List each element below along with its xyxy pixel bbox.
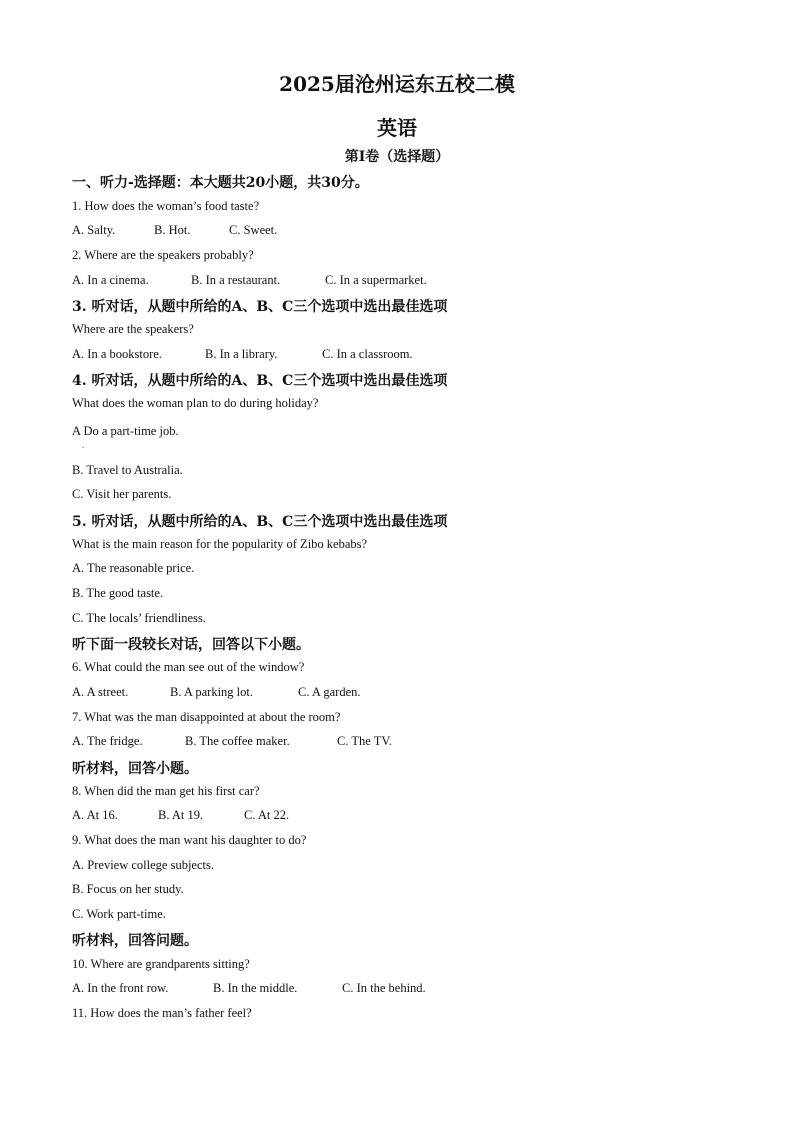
question-7-options [72,734,392,749]
option-a: A. The fridge. [72,734,143,748]
option-a: A. In the front row. [72,981,169,995]
option-a: A. At 16. [72,808,118,822]
option-c: C. In a supermarket. [325,273,427,287]
question-10: 10. Where are grandparents sitting? [72,957,250,971]
option-c: C. Work part-time. [72,907,166,921]
option-c: C. The TV. [337,734,392,748]
question-6: 6. What could the man see out of the window? [72,660,305,674]
option-c: C. Sweet. [229,223,278,237]
option-c: C. Visit her parents. [72,487,172,501]
option-c: C. In the behind. [342,981,426,995]
question-5-heading: 5. 听对话，从题中所给的A、B、C三个选项中选出最佳选项 [72,514,448,530]
option-b: B. In a restaurant. [191,273,281,287]
question-11: 11. How does the man’s father feel? [72,1006,252,1020]
question-1-options [72,223,277,238]
option-a: A. In a cinema. [72,273,149,287]
option-c: C. At 22. [244,808,290,822]
stray-mark: . [82,441,84,450]
question-2-options [72,273,427,288]
question-8-options [72,808,289,823]
question-4-heading: 4. 听对话，从题中所给的A、B、C三个选项中选出最佳选项 [72,373,448,389]
option-a: A. Salty. [72,223,116,237]
exam-title: 2025届沧州运东五校二模 [279,72,515,96]
question-3-heading: 3. 听对话，从题中所给的A、B、C三个选项中选出最佳选项 [72,299,448,315]
option-b: B. Travel to Australia. [72,463,183,477]
option-a: A. The reasonable price. [72,561,195,575]
option-b: B. In a library. [205,347,278,361]
long-dialogue-heading: 听下面一段较长对话，回答以下小题。 [72,637,310,653]
option-a: A. Preview college subjects. [72,858,214,872]
question-9: 9. What does the man want his daughter to do? [72,833,307,847]
option-b: B. At 19. [158,808,204,822]
question-3-options [72,347,413,362]
question-7: 7. What was the man disappointed at about the room? [72,710,341,724]
question-8: 8. When did the man get his first car? [72,784,260,798]
question-2: 2. Where are the speakers probably? [72,248,254,262]
option-a: A. In a bookstore. [72,347,162,361]
option-b: B. The good taste. [72,586,164,600]
option-b: B. Hot. [154,223,191,237]
material-heading: 听材料，回答问题。 [72,933,198,949]
subject-title: 英语 [377,116,417,140]
option-c: C. The locals’ friendliness. [72,611,206,625]
question-4: What does the woman plan to do during holiday? [72,396,319,410]
option-b: B. The coffee maker. [185,734,290,748]
option-c: C. In a classroom. [322,347,413,361]
option-b: B. A parking lot. [170,685,253,699]
option-a: A. A street. [72,685,129,699]
volume-title: 第I卷（选择题） [344,149,450,165]
material-heading: 听材料，回答小题。 [72,761,198,777]
question-1: 1. How does the woman’s food taste? [72,199,260,213]
question-3: Where are the speakers? [72,322,194,336]
question-5: What is the main reason for the popularity of Zibo kebabs? [72,537,368,551]
question-10-options [72,981,426,996]
option-c: C. A garden. [298,685,361,699]
option-a: A Do a part-time job. [72,424,179,438]
option-b: B. Focus on her study. [72,882,184,896]
section-heading: 一、听力-选择题：本大题共20小题，共30分。 [72,175,369,191]
option-b: B. In the middle. [213,981,298,995]
question-6-options [72,685,361,700]
